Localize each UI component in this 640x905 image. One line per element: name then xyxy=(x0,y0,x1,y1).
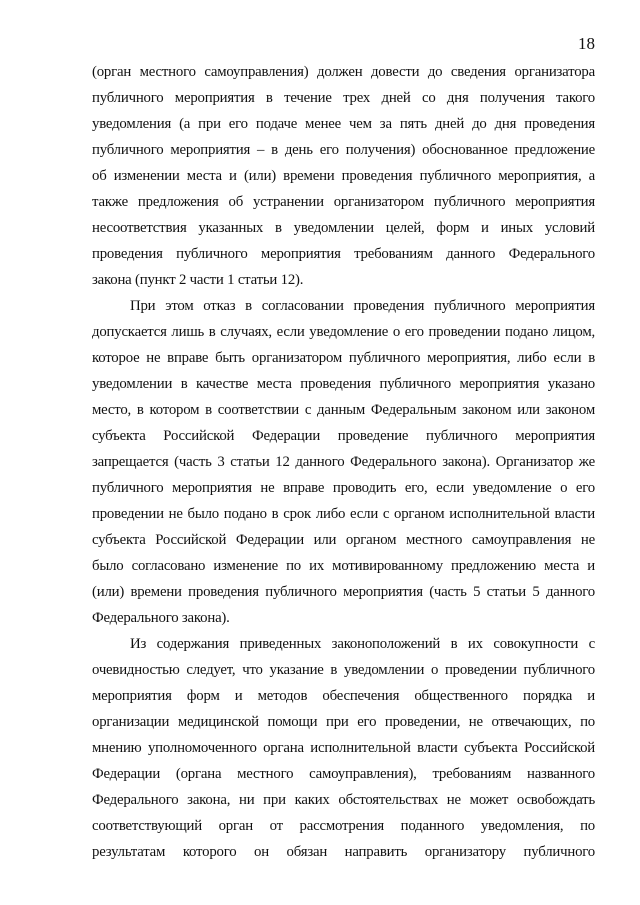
text-line: Из содержания приведенных законоположений в их совокупности с xyxy=(130,636,595,652)
text-line: проведения публичного мероприятия требованиям данного Федерального xyxy=(92,246,595,262)
paragraph xyxy=(92,631,595,865)
text-line: закона (пункт 2 части 1 статьи 12). xyxy=(92,272,304,288)
text-line: несоответствия указанных в уведомлении целей, форм и иных условий xyxy=(92,220,595,236)
text-line: Федерации (органа местного самоуправления), требованиям названного xyxy=(92,766,595,782)
text-line: проведении не было подано в срок либо если с органом исполнительной власти xyxy=(92,506,595,522)
text-line: Федерального закона). xyxy=(92,610,230,626)
text-line: допускается лишь в случаях, если уведомление о его проведении подано лицом, xyxy=(92,324,595,340)
text-line: очевидностью следует, что указание в уведомлении о проведении публичного xyxy=(92,662,595,678)
text-line: (или) времени проведения публичного мероприятия (часть 5 статьи 5 данного xyxy=(92,584,595,600)
text-line: публичного мероприятия не вправе проводить его, если уведомление о его xyxy=(92,480,595,496)
page-number: 18 xyxy=(578,34,595,53)
paragraph xyxy=(92,59,595,293)
text-line: (орган местного самоуправления) должен довести до сведения организатора xyxy=(92,64,595,80)
text-line: соответствующий орган от рассмотрения поданного уведомления, по xyxy=(92,818,595,834)
text-line: Федерального закона, ни при каких обстоятельствах не может освобождать xyxy=(92,792,595,808)
text-line: уведомлении в качестве места проведения публичного мероприятия указано xyxy=(92,376,595,392)
text-line: мнению уполномоченного органа исполнительной власти субъекта Российской xyxy=(92,740,595,756)
text-line: также предложения об устранении организатором публичного мероприятия xyxy=(92,194,595,210)
text-line: субъекта Российской Федерации или органом местного самоуправления не xyxy=(92,532,595,548)
text-line: которое не вправе быть организатором публичного мероприятия, либо если в xyxy=(92,350,595,366)
text-line: субъекта Российской Федерации проведение публичного мероприятия xyxy=(92,428,595,444)
text-line: запрещается (часть 3 статьи 12 данного Федерального закона). Организатор же xyxy=(92,454,595,470)
document-body xyxy=(92,59,595,865)
text-line: результатам которого он обязан направить организатору публичного xyxy=(92,844,595,860)
text-line: об изменении места и (или) времени проведения публичного мероприятия, а xyxy=(92,168,595,184)
text-line: место, в котором в соответствии с данным Федеральным законом или законом xyxy=(92,402,595,418)
text-line: было согласовано изменение по их мотивированному предложению места и xyxy=(92,558,595,574)
text-line: публичного мероприятия в течение трех дней со дня получения такого xyxy=(92,90,595,106)
text-line: мероприятия форм и методов обеспечения общественного порядка и xyxy=(92,688,595,704)
text-line: уведомления (а при его подаче менее чем за пять дней до дня проведения xyxy=(92,116,595,132)
paragraph xyxy=(92,293,595,631)
text-line: организации медицинской помощи при его проведении, не отвечающих, по xyxy=(92,714,595,730)
text-line: публичного мероприятия – в день его получения) обоснованное предложение xyxy=(92,142,595,158)
text-line: При этом отказ в согласовании проведения публичного мероприятия xyxy=(130,298,595,314)
